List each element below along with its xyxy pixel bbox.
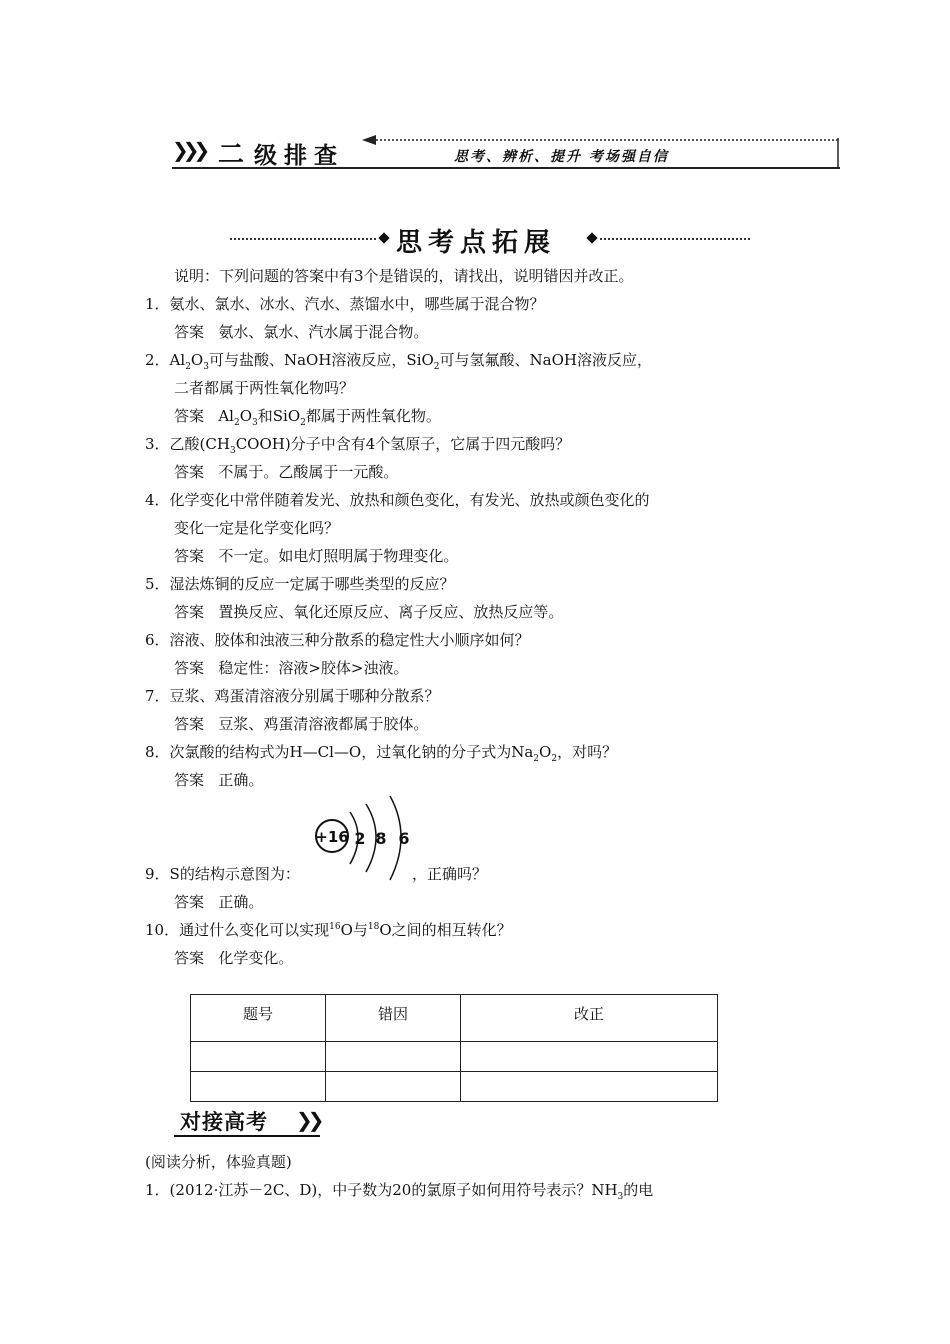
chevron-right-icon: ❯❯❯	[172, 138, 205, 162]
answer-label: 答案	[174, 659, 205, 677]
formula-text: O	[239, 407, 253, 425]
question-text: S的结构示意图为：	[169, 865, 300, 883]
gaokao-title: 对接高考	[180, 1110, 268, 1134]
question-number: 1．	[145, 1181, 170, 1199]
question-text: 可与盐酸、NaOH溶液反应，SiO	[208, 351, 434, 369]
sulfur-structure-diagram	[310, 792, 420, 882]
answer-10	[174, 948, 293, 968]
table-cell[interactable]	[326, 1072, 461, 1102]
table-cell[interactable]	[326, 1042, 461, 1072]
question-6	[145, 630, 530, 650]
table-cell[interactable]	[191, 1042, 326, 1072]
question-text: O与	[340, 921, 368, 939]
answer-text: 都属于两性氧化物。	[305, 407, 441, 425]
formula-text: O	[539, 743, 552, 761]
intro-text: 说明：下列问题的答案中有3个是错误的，请找出，说明错因并改正。	[174, 267, 634, 285]
question-text: 溶液、胶体和浊液三种分散系的稳定性大小顺序如何？	[169, 631, 530, 649]
diamond-icon	[378, 232, 389, 243]
question-8	[145, 742, 617, 762]
answer-text: 正确。	[218, 893, 264, 911]
answer-label: 答案	[174, 463, 205, 481]
question-text: 通过什么变化可以实现	[179, 921, 330, 939]
answer-5	[174, 602, 563, 622]
table-row	[191, 1072, 718, 1102]
question-2-line-2: 二者都属于两性氧化物吗？	[174, 379, 355, 397]
answer-label: 答案	[174, 407, 205, 425]
subscript: 3	[229, 446, 236, 456]
answer-4	[174, 546, 458, 566]
banner-title-rest: 级排查	[254, 143, 345, 169]
gaokao-note: (阅读分析，体验真题)	[145, 1153, 292, 1171]
answer-text: 化学变化。	[218, 949, 294, 967]
question-text: 的电	[623, 1181, 654, 1199]
answer-label: 答案	[174, 547, 205, 565]
formula-text: Al	[218, 407, 234, 425]
question-number: 9．	[145, 865, 170, 883]
table-cell[interactable]	[191, 1072, 326, 1102]
subscript: 2	[551, 754, 558, 764]
banner-title	[218, 134, 344, 171]
header-question-no: 题号	[191, 995, 326, 1042]
superscript: 16	[329, 922, 341, 932]
answer-text: 和SiO	[257, 407, 301, 425]
banner-title-first: 二	[218, 140, 255, 170]
section-title: 思考点拓展	[396, 228, 557, 258]
subscript: 2	[185, 362, 191, 372]
answer-text: 正确。	[218, 771, 264, 789]
electron-count-3: 6	[398, 829, 410, 848]
question-number: 5．	[145, 575, 170, 593]
section-header	[230, 222, 750, 258]
answer-text: 置换反应、氧化还原反应、离子反应、放热反应等。	[218, 603, 564, 621]
question-text: 次氯酸的结构式为H—Cl—O，过氧化钠的分子式为Na	[169, 743, 534, 761]
answer-text: 豆浆、鸡蛋清溶液都属于胶体。	[218, 715, 429, 733]
subscript: 2	[233, 418, 240, 428]
question-text: ，对吗？	[557, 743, 618, 761]
question-9	[145, 864, 300, 884]
electron-count-2: 8	[375, 829, 387, 848]
header-correction: 改正	[461, 995, 718, 1042]
answer-9	[174, 892, 263, 912]
question-1	[145, 294, 545, 314]
answer-label: 答案	[174, 715, 205, 733]
question-number: 1．	[145, 295, 170, 313]
question-5	[145, 574, 455, 594]
superscript: 18	[367, 922, 380, 932]
formula-text: O	[190, 351, 204, 369]
question-number: 2．	[145, 351, 170, 369]
formula-text: Al	[169, 351, 186, 369]
question-number: 8．	[145, 743, 170, 761]
answer-text: 稳定性：溶液>胶体>浊液。	[218, 659, 409, 677]
question-4-line-2: 变化一定是化学变化吗？	[174, 519, 340, 537]
subscript: 3	[203, 362, 209, 372]
answer-text: 不一定。如电灯照明属于物理变化。	[218, 547, 459, 565]
subscript: 2	[300, 418, 306, 428]
table-cell[interactable]	[461, 1072, 718, 1102]
subscript: 2	[533, 754, 540, 764]
divider-right	[600, 238, 750, 240]
question-number: 3．	[145, 435, 170, 453]
chevron-right-icon: ❯❯	[296, 1108, 320, 1132]
question-text: 乙酸(CH	[169, 435, 230, 453]
question-text: COOH)分子中含有4个氢原子，它属于四元酸吗？	[235, 435, 571, 453]
question-3	[145, 434, 570, 454]
question-text: 氨水、氯水、冰水、汽水、蒸馏水中，哪些属于混合物？	[169, 295, 545, 313]
question-10	[145, 920, 512, 940]
question-2	[145, 350, 652, 370]
correction-table	[190, 994, 718, 1102]
question-text: 可与氢氟酸、NaOH溶液反应，	[439, 351, 652, 369]
answer-label: 答案	[174, 603, 205, 621]
question-text: O之间的相互转化？	[379, 921, 512, 939]
section-banner	[172, 128, 842, 174]
question-text: 湿法炼铜的反应一定属于哪些类型的反应？	[169, 575, 455, 593]
answer-label: 答案	[174, 323, 205, 341]
banner-subtitle: 思考、辨析、提升 考场强自信	[454, 149, 669, 165]
diamond-icon	[586, 232, 597, 243]
answer-text: 不属于。乙酸属于一元酸。	[218, 463, 399, 481]
question-4	[145, 490, 650, 510]
answer-label: 答案	[174, 893, 205, 911]
question-7	[145, 686, 440, 706]
question-9-tail: ，正确吗？	[412, 865, 488, 883]
gaokao-header	[172, 1104, 322, 1140]
subscript: 2	[433, 362, 440, 372]
question-number: 6．	[145, 631, 170, 649]
electron-count-1: 2	[354, 829, 366, 848]
answer-7	[174, 714, 428, 734]
answer-text: 氨水、氯水、汽水属于混合物。	[218, 323, 429, 341]
divider-left	[230, 238, 376, 240]
question-number: 4．	[145, 491, 170, 509]
answer-1	[174, 322, 428, 342]
answer-2	[174, 406, 441, 426]
answer-label: 答案	[174, 949, 205, 967]
question-number: 7．	[145, 687, 170, 705]
table-row	[191, 1042, 718, 1072]
table-cell[interactable]	[461, 1042, 718, 1072]
question-number: 10．	[145, 921, 180, 939]
answer-6	[174, 658, 408, 678]
question-text: 化学变化中常伴随着发光、放热和颜色变化，有发光、放热或颜色变化的	[169, 491, 650, 509]
answer-label: 答案	[174, 771, 205, 789]
gaokao-question-1	[145, 1180, 653, 1200]
subscript: 3	[617, 1192, 624, 1202]
answer-3	[174, 462, 398, 482]
table-header-row	[191, 995, 718, 1042]
answer-8	[174, 770, 263, 790]
subscript: 3	[252, 418, 258, 428]
header-error-reason: 错因	[326, 995, 461, 1042]
question-text: (2012·江苏－2C、D)，中子数为20的氯原子如何用符号表示？NH	[169, 1181, 618, 1199]
nucleus-charge: +16	[315, 828, 349, 846]
question-text: 豆浆、鸡蛋清溶液分别属于哪种分散系？	[169, 687, 440, 705]
